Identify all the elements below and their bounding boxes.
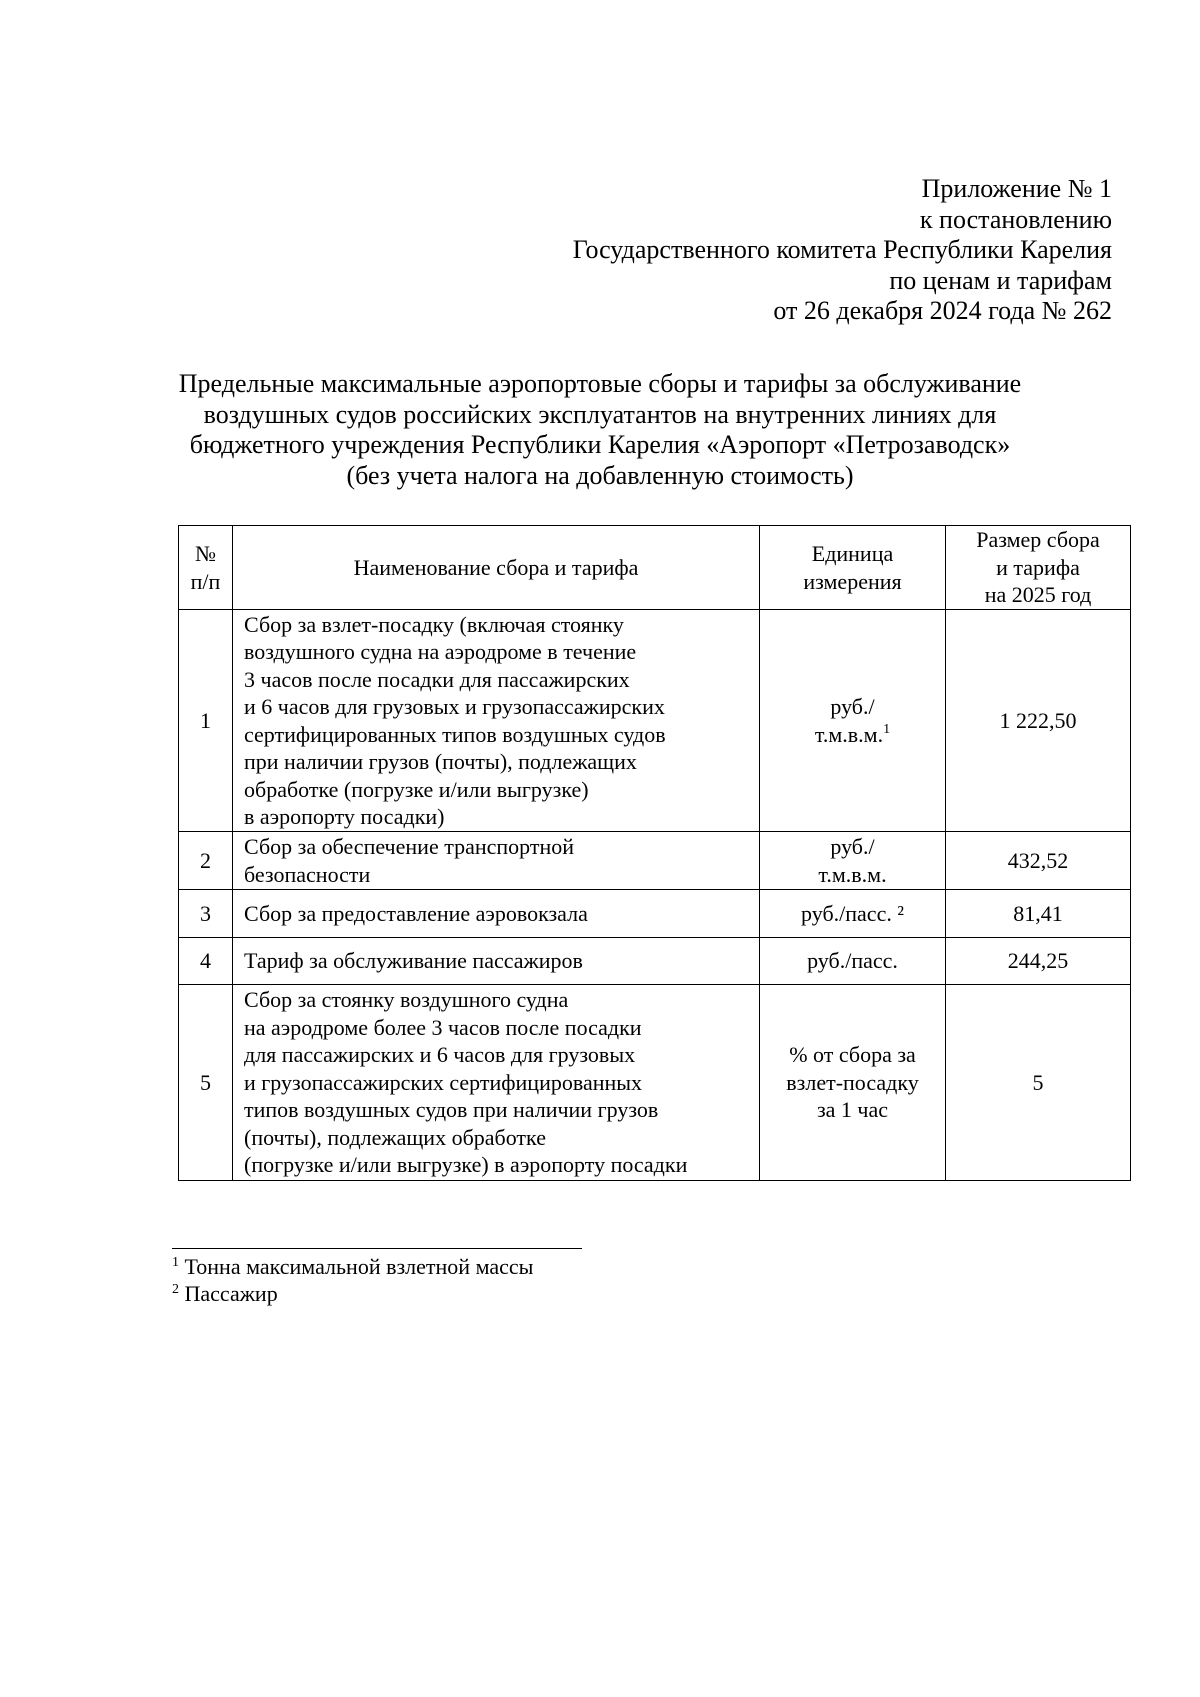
title-line: Предельные максимальные аэропортовые сборы и тарифы за обслуживание [178,369,1022,398]
header-name: Наименование сбора и тарифа [233,526,760,610]
footnote-mark: 1 [172,1255,179,1270]
row-name-line: при наличии грузов (почты), подлежащих [244,749,637,774]
row-name [233,890,760,938]
header-value [946,526,1131,610]
row-name-line: и 6 часов для грузовых и грузопассажирских [244,694,665,719]
row-name-line: и грузопассажирских сертифицированных [244,1069,643,1095]
table-row [179,985,1131,1181]
attachment-line: от 26 декабря 2024 года № 262 [773,296,1112,325]
row-name [233,832,760,890]
row-name [233,938,760,985]
row-unit [760,832,946,890]
row-name-line: на аэродроме более 3 часов после посадки [244,1014,642,1040]
row-num: 2 [179,832,233,890]
row-name-line: 3 часов после посадки для пассажирских [244,666,630,692]
row-name-line: сертифицированных типов воздушных судов [244,721,666,747]
header-value-line: Размер сбора [976,527,1100,553]
row-value: 432,52 [946,832,1131,890]
row-unit-line: руб./ [830,694,875,719]
row-unit: руб./пасс. [760,938,946,985]
row-unit [760,985,946,1181]
row-name [233,985,760,1181]
header-unit-line: Единица [811,541,894,566]
title-line: воздушных судов российских эксплуатантов на внутренних линиях для [203,399,997,429]
footnote-divider [172,1248,582,1249]
fees-table [178,525,1131,1181]
row-value: 244,25 [946,938,1131,985]
row-name-line: для пассажирских и 6 часов для грузовых [244,1042,636,1068]
row-name-line: обработке (погрузке и/или выгрузке) [244,776,589,802]
row-name-line: (погрузке и/или выгрузке) в аэропорту посадки [244,1152,688,1178]
footnote-item [172,1253,533,1280]
footnote-text: Тонна максимальной взлетной массы [179,1254,534,1279]
table-header-row [179,526,1131,610]
title-line: (без учета налога на добавленную стоимость) [346,460,854,490]
row-value: 1 222,50 [946,610,1131,832]
row-name-line: безопасности [244,861,371,887]
row-name-line: Сбор за взлет-посадку (включая стоянку [244,611,624,637]
row-num: 3 [179,890,233,938]
attachment-block [412,174,1112,327]
attachment-line: Приложение № 1 [921,174,1112,203]
row-name-line: Сбор за предоставление аэровокзала [244,900,588,926]
row-value: 5 [946,985,1131,1181]
footnote-text: Пассажир [179,1281,278,1306]
row-num: 5 [179,985,233,1181]
attachment-line: Государственного комитета Республики Карелия [572,235,1112,264]
row-unit-line: т.м.в.м. [818,861,887,887]
row-unit-line [760,721,945,749]
footnote-ref: 1 [883,721,891,737]
header-unit [760,526,946,610]
footnote-item [172,1280,533,1307]
attachment-line: по ценам и тарифам [889,265,1112,295]
row-num: 1 [179,610,233,832]
row-name-line: (почты), подлежащих обработке [244,1124,546,1150]
row-unit-text: т.м.в.м. [814,721,884,747]
header-value-line: на 2025 год [984,582,1092,608]
row-unit-line: взлет-посадку [786,1069,919,1095]
row-unit-line: % от сбора за [789,1042,916,1068]
row-unit-line: руб./ [830,834,875,859]
document-title [150,369,1050,491]
header-num [179,526,233,610]
attachment-line: к постановлению [919,204,1112,234]
table-row [179,832,1131,890]
table-row [179,610,1131,832]
row-value: 81,41 [946,890,1131,938]
header-num-line: № [195,541,216,566]
footnote-mark: 2 [172,1282,179,1297]
row-unit-line: за 1 час [816,1097,889,1123]
title-line: бюджетного учреждения Республики Карелия «Аэропорт «Петрозаводск» [189,430,1011,459]
row-name-line: Сбор за обеспечение транспортной [244,834,575,859]
footnotes [172,1253,533,1307]
row-unit: руб./пасс. ² [760,890,946,938]
row-unit [760,610,946,832]
row-name [233,610,760,832]
row-name-line: Тариф за обслуживание пассажиров [244,948,583,974]
header-unit-line: измерения [803,568,902,594]
row-name-line: в аэропорту посадки) [244,804,445,829]
row-name-line: воздушного судна на аэродроме в течение [244,639,637,664]
row-name-line: типов воздушных судов при наличии грузов [244,1097,659,1123]
row-name-line: Сбор за стоянку воздушного судна [244,987,569,1013]
row-num: 4 [179,938,233,985]
header-num-line: п/п [190,568,221,594]
header-value-line: и тарифа [996,554,1080,580]
table-row [179,890,1131,938]
table-row [179,938,1131,985]
